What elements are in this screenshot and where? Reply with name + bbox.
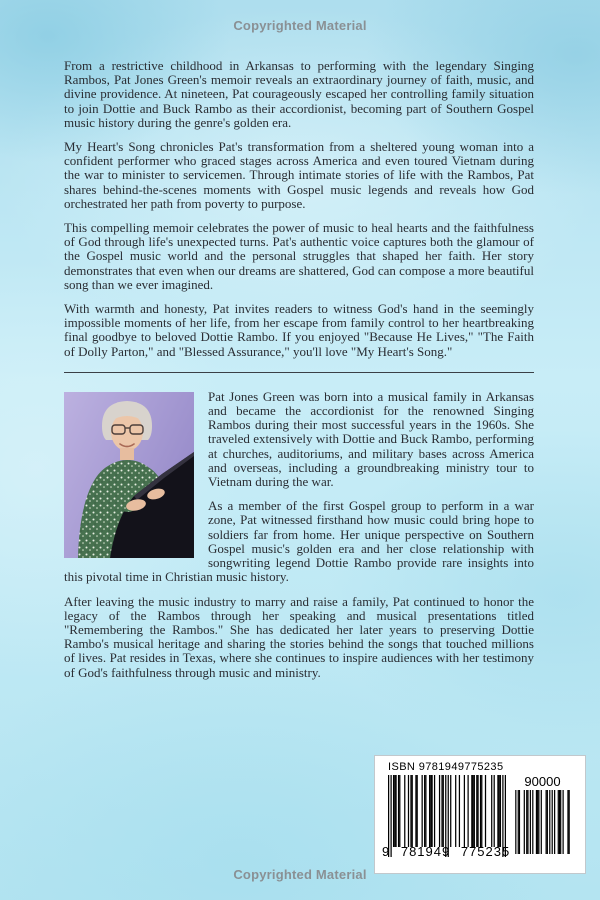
author-photo — [64, 392, 194, 558]
copyright-notice-bottom: Copyrighted Material — [233, 867, 367, 882]
back-cover-text — [64, 59, 534, 690]
synopsis-paragraph: This compelling memoir celebrates the power of music to heal hearts and the faithfulness of God through life's unexpected turns. Pat's authentic voice captures both the glamour of the Gospel music world and the personal struggles that shaped her faith. Her story demonstrates that even when our dreams are shattered, God can compose a more beautiful song than we ever imagined. — [64, 220, 534, 292]
bio-paragraph: Pat Jones Green was born into a musical family in Arkansas and became the accordionist for the renowned Singing Rambos during their most successful years in the 1960s. She traveled extensively with Dottie and Buck Rambo, performing at churches, auditoriums, and military bases across America and overseas, including a groundbreaking ministry tour to Vietnam during the war. — [208, 388, 534, 490]
isbn-label: ISBN 9781949775235 — [388, 761, 504, 773]
synopsis-paragraph: From a restrictive childhood in Arkansas to performing with the legendary Singing Rambos, Pat Jones Green's memoir reveals an extraordinary journey of faith, music, and divine providence. At nineteen, Pat courageously escaped her controlling family situation to join Dottie and Buck Rambo as their accordionist, becoming part of Southern Gospel music history during the genre's golden era. — [64, 58, 534, 130]
synopsis-paragraph: My Heart's Song chronicles Pat's transformation from a sheltered young woman into a confident performer who graced stages across America and even toured Vietnam during the war to minister to servicemen. Through intimate stories of life with the Rambos, Pat shares behind-the-scenes moments with Gospel music legends and reveals how God orchestrated her path from poverty to purpose. — [64, 139, 534, 211]
section-divider — [64, 372, 534, 373]
barcode-digits: 9 781949 775235 — [382, 844, 511, 859]
author-bio-section — [64, 390, 534, 680]
isbn-barcode-panel — [374, 755, 586, 874]
author-photo-illustration — [64, 392, 194, 558]
synopsis-paragraph: With warmth and honesty, Pat invites readers to witness God's hand in the seemingly impossible moments of her life, from her escape from family control to her heartbreaking final goodbye to beloved Dottie Rambo. If you enjoyed "Because He Lives," "The Faith of Dolly Parton," and "Blessed Assurance," you'll love "My Heart's Song." — [64, 301, 534, 359]
bio-paragraph: After leaving the music industry to marry and raise a family, Pat continued to honor the legacy of the Rambos through her speaking and musical presentations titled "Remembering the Rambos." She has dedicated her later years to preserving Dottie Rambo's musical heritage and sharing the stories behind the songs that touched millions of lives. Pat resides in Texas, where she continues to inspire audiences with her testimony of God's faithfulness through music and ministry. — [64, 593, 534, 680]
barcode-addon-label: 90000 — [524, 774, 561, 789]
ean5-addon-barcode — [514, 790, 571, 854]
copyright-notice-top: Copyrighted Material — [233, 18, 367, 33]
bio-paragraph: As a member of the first Gospel group to perform in a war zone, Pat witnessed firsthand how music could bring hope to soldiers far from home. Her unique perspective on Southern Gospel music's golden era and her close relationship with songwriting legend Dottie Rambo provide rare insights into this pivotal time in Christian music history. — [64, 498, 534, 585]
